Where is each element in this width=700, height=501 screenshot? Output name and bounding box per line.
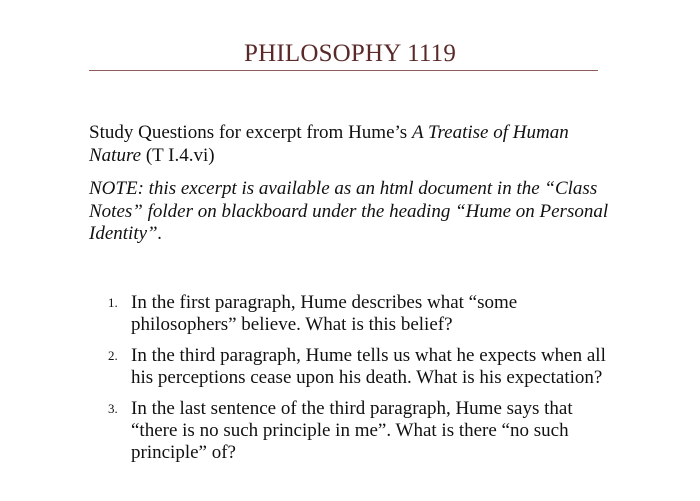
question-text: In the third paragraph, Hume tells us what he expects when all his perceptions cease upon his death. What is his expectation? bbox=[131, 345, 606, 388]
intro-lead: Study Questions for excerpt from Hume’s bbox=[89, 122, 412, 143]
intro-paragraph bbox=[89, 121, 619, 167]
question-number: 2. bbox=[108, 348, 118, 363]
page-title: PHILOSOPHY 1119 bbox=[243, 40, 457, 67]
question-text: In the last sentence of the third paragraph, Hume says that “there is no such principle in me”. What is there “no such principle” of? bbox=[131, 398, 573, 463]
question-item bbox=[108, 292, 608, 336]
work-title: A Treatise of Human Nature bbox=[89, 122, 569, 166]
question-number: 1. bbox=[108, 295, 118, 310]
note-paragraph: NOTE: this excerpt is available as an html document in the “Class Notes” folder on blackboard under the heading “Hume on Personal Identity”. bbox=[89, 178, 609, 244]
question-text: In the first paragraph, Hume describes what “some philosophers” believe. What is this belief? bbox=[131, 292, 518, 335]
question-list bbox=[108, 292, 608, 473]
intro-reference: (T I.4.vi) bbox=[141, 145, 215, 166]
question-item bbox=[108, 345, 608, 389]
title-divider bbox=[89, 70, 598, 71]
question-number: 3. bbox=[108, 401, 118, 416]
question-item bbox=[108, 398, 608, 464]
